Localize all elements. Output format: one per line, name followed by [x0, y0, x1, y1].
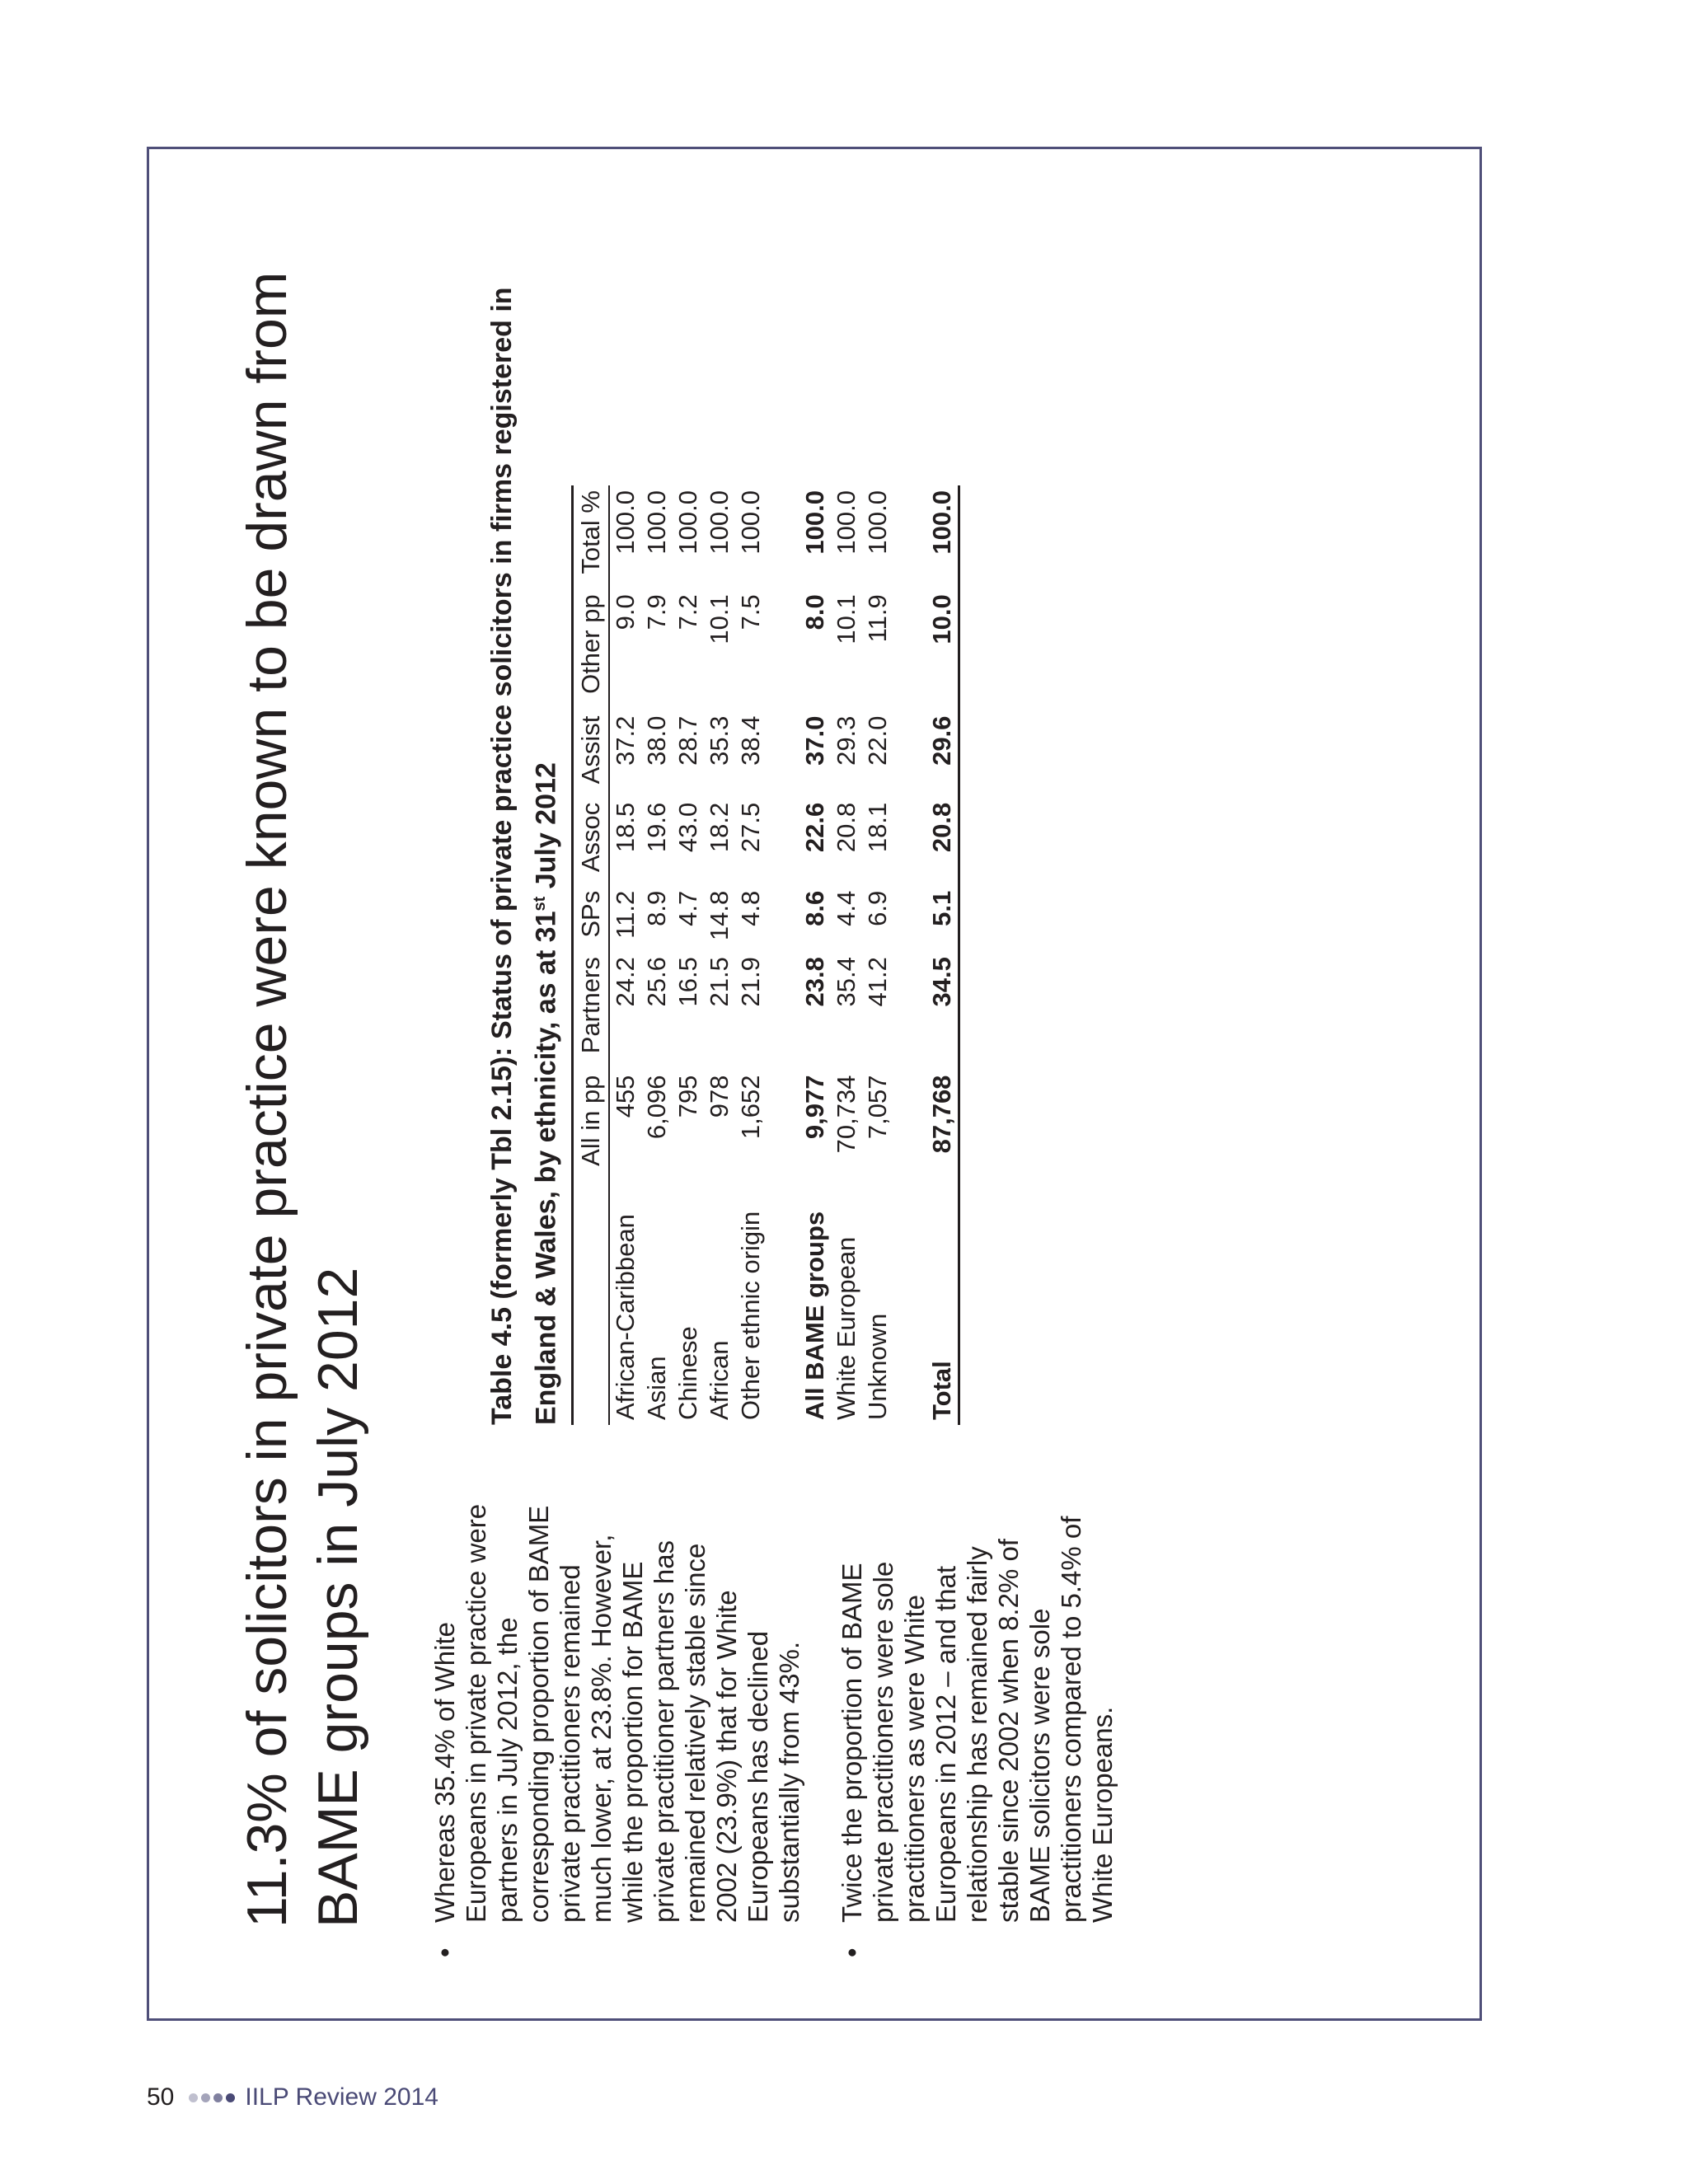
row-label: Asian	[642, 1356, 671, 1420]
page-footer	[147, 2083, 438, 2111]
table-cell: 6.9	[863, 890, 892, 926]
table-cell: 87,768	[926, 1071, 959, 1183]
table-cell: 100.0	[863, 490, 892, 555]
table-cell: 4.8	[736, 890, 765, 926]
row-label: White European	[832, 1236, 860, 1420]
table-cell: 100.0	[642, 490, 671, 555]
row-label: African-Caribbean	[611, 1214, 640, 1420]
table-row	[799, 485, 831, 1425]
table-row	[831, 485, 862, 1425]
table-row	[673, 485, 704, 1425]
table-cell: 978	[705, 1075, 734, 1118]
row-label: Other ethnic origin	[736, 1211, 765, 1420]
table-cell: 8.9	[642, 890, 671, 926]
bullet-text: Twice the proportion of BAME private practitioners were sole practitioners as were White Europeans in 2012 – and that relationship has remained fairly stable since 2002 when 8.2% of BAME solicitors were sole practitioners compared to 5.4% of White Europeans.	[837, 1516, 1118, 1923]
footer-dots-icon	[189, 2093, 235, 2102]
table-cell: 38.0	[642, 715, 671, 766]
column-header: Total %	[573, 485, 610, 589]
table-cell: 100.0	[673, 490, 702, 555]
bullet-dot-icon: •	[837, 1947, 867, 1957]
table-cell: 37.2	[611, 715, 640, 766]
row-label: All BAME groups	[800, 1211, 829, 1420]
page-title: 11.3% of solicitors in private practice were known to be drawn from BAME groups in July 2012	[236, 271, 369, 1928]
table-caption-main: Table 4.5 (formerly Tbl 2.15): Status of private practice solicitors in firms registered in England & Wales, by ethnicity, as at 31	[486, 287, 562, 1425]
table-cell: 100.0	[736, 490, 765, 555]
column-header: Partners	[573, 952, 610, 1070]
table-cell: 21.9	[736, 957, 765, 1007]
column-header: SPs	[573, 886, 610, 952]
column-header: Assist	[573, 711, 610, 798]
table-row	[735, 485, 767, 1425]
publication-name: IILP Review 2014	[245, 2083, 438, 2111]
table-cell: 22.0	[863, 715, 892, 766]
table-cell: 4.4	[832, 890, 860, 926]
ethnicity-status-table	[571, 485, 960, 1425]
column-header: Other pp	[573, 589, 610, 710]
table-cell: 37.0	[800, 715, 829, 766]
table-cell: 14.8	[705, 890, 734, 941]
table-header-row	[573, 485, 610, 1425]
table-cell: 20.8	[926, 798, 959, 886]
table-cell: 7,057	[863, 1075, 892, 1140]
table-cell: 9,977	[800, 1075, 829, 1140]
table-cell: 11.9	[863, 594, 892, 643]
table-cell: 5.1	[926, 886, 959, 952]
table-cell: 25.6	[642, 957, 671, 1007]
table-cell: 7.9	[642, 594, 671, 630]
table-cell: 9.0	[611, 594, 640, 630]
table-caption-superscript: st	[531, 896, 549, 912]
table-cell: 10.1	[705, 594, 734, 644]
table-cell: 43.0	[673, 802, 702, 853]
table-cell: 18.5	[611, 802, 640, 853]
page-number: 50	[147, 2083, 175, 2111]
row-label: Total	[926, 1182, 959, 1425]
table-cell: 18.2	[705, 802, 734, 853]
table-cell: 70,734	[832, 1075, 860, 1154]
table-cell: 29.6	[926, 711, 959, 798]
table-row	[926, 485, 959, 1425]
table-cell: 27.5	[736, 802, 765, 853]
table-cell: 7.5	[736, 594, 765, 630]
page-frame	[147, 147, 1482, 2021]
spacer-row	[767, 485, 799, 1425]
table-row	[609, 485, 641, 1425]
table-cell: 455	[611, 1075, 640, 1118]
table-cell: 100.0	[926, 485, 959, 589]
table-cell: 6,096	[642, 1075, 671, 1140]
row-label: African	[705, 1340, 734, 1420]
table-cell: 35.3	[705, 715, 734, 766]
table-cell: 18.1	[863, 802, 892, 853]
spacer-row	[893, 485, 926, 1425]
table-cell: 28.7	[673, 715, 702, 766]
table-cell: 21.5	[705, 957, 734, 1007]
table-cell: 11.2	[611, 890, 640, 939]
table-cell: 8.6	[800, 890, 829, 926]
bullet-text: Whereas 35.4% of White Europeans in private practice were partners in July 2012, the corresponding proportion of BAME private practitioners remained much lower, at 23.8%. However, while the proportion for BAME private practitioner partners has remained relatively stable since 2002 (23.9%) that for White Europeans has declined substantially from 43%.	[429, 1503, 804, 1923]
column-header	[573, 1182, 610, 1425]
table-cell: 24.2	[611, 957, 640, 1007]
table-cell: 22.6	[800, 802, 829, 853]
table-cell: 29.3	[832, 715, 860, 766]
table-cell: 41.2	[863, 957, 892, 1007]
table-cell: 4.7	[673, 890, 702, 926]
table-cell: 20.8	[832, 802, 860, 853]
row-label: Unknown	[863, 1313, 892, 1420]
table-row	[704, 485, 735, 1425]
table-cell: 10.0	[926, 589, 959, 710]
bullet-list	[429, 1499, 1150, 1961]
column-header: Assoc	[573, 798, 610, 886]
table-cell: 16.5	[673, 957, 702, 1007]
table-cell: 100.0	[832, 490, 860, 555]
row-label: Chinese	[673, 1326, 702, 1420]
table-cell: 38.4	[736, 715, 765, 766]
table-cell: 35.4	[832, 957, 860, 1007]
table-caption	[483, 255, 565, 1425]
table-row	[862, 485, 893, 1425]
bullet-item	[429, 1499, 805, 1961]
table-cell: 100.0	[800, 490, 829, 555]
table-cell: 10.1	[832, 594, 860, 644]
table-cell: 8.0	[800, 594, 829, 630]
table-cell: 34.5	[926, 952, 959, 1070]
table-cell: 1,652	[736, 1075, 765, 1140]
rotated-content	[149, 149, 1479, 2018]
table-cell: 795	[673, 1075, 702, 1118]
table-cell: 100.0	[611, 490, 640, 555]
column-header: All in pp	[573, 1071, 610, 1183]
table-cell: 7.2	[673, 594, 702, 630]
bullet-item	[837, 1499, 1118, 1961]
bullet-dot-icon: •	[429, 1947, 460, 1957]
table-cell: 19.6	[642, 802, 671, 853]
table-row	[641, 485, 673, 1425]
table-cell: 23.8	[800, 957, 829, 1007]
table-caption-date: July 2012	[530, 762, 562, 897]
table-cell: 100.0	[705, 490, 734, 555]
